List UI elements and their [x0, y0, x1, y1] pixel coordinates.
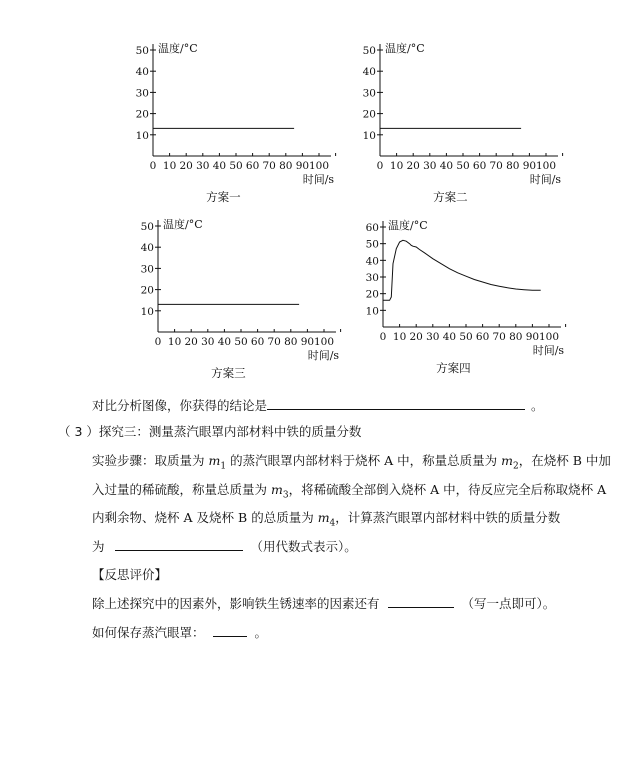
- chart-title: 方案二: [433, 190, 468, 204]
- step1-b: 的蒸汽眼罩内部材料于烧杯: [230, 453, 381, 468]
- x-tick-label: 70: [489, 160, 503, 172]
- x-tick-label: 80: [506, 160, 520, 172]
- x-tick-label: 90: [300, 336, 315, 348]
- x-tick-label: 60: [245, 160, 260, 172]
- x-tick-label: 40: [217, 336, 232, 348]
- x-tick-label: 20: [406, 160, 420, 172]
- y-axis-label: 温度/°C: [158, 42, 198, 55]
- x-tick-label: 50: [234, 336, 248, 348]
- x-tick-label: 50: [456, 160, 470, 172]
- factor-line: [92, 595, 555, 612]
- x-tick-label: 30: [426, 331, 440, 343]
- y-tick-label: 30: [140, 263, 154, 276]
- x-tick-label: 50: [459, 331, 473, 343]
- factor-suffix: （写一点即可）。: [461, 596, 556, 611]
- cup-b-label: B: [572, 453, 582, 468]
- step-line-4: [92, 538, 357, 555]
- m3-symbol: $m_3$: [271, 482, 289, 501]
- y-tick-label: 50: [140, 221, 154, 233]
- x-tick-label: 40: [439, 160, 454, 172]
- x-tick-label: 70: [492, 331, 506, 343]
- y-axis-label: 温度/°C: [385, 42, 425, 55]
- x-tick-label: 100: [308, 160, 330, 172]
- step4-b: （用代数式表示）。: [250, 539, 357, 554]
- m1-symbol: $m_1$: [208, 453, 227, 472]
- x-tick-label: 70: [262, 160, 276, 172]
- x-tick-label: 100: [313, 336, 335, 348]
- x-tick-label: 90: [525, 331, 540, 343]
- x-axis-label: 时间/s: [529, 173, 562, 186]
- y-tick-label: 60: [365, 222, 379, 234]
- x-axis-label: 时间/s: [302, 173, 335, 186]
- m2-symbol: $m_2$: [501, 453, 519, 472]
- y-tick-label: 10: [140, 305, 154, 318]
- step3-d: ，计算蒸汽眼罩内部材料中铁的质量分数: [335, 510, 561, 525]
- reflection-title: 【反思评价】: [92, 567, 168, 582]
- q3-title: 探究三：测量蒸汽眼罩内部材料中铁的质量分数: [98, 424, 362, 439]
- step4-a: 为: [92, 539, 105, 554]
- y-tick-label: 20: [365, 288, 379, 301]
- y-tick-label: 30: [362, 87, 376, 100]
- y-tick-label: 20: [140, 284, 154, 297]
- y-tick-label: 30: [135, 87, 149, 100]
- y-tick-label: 40: [140, 242, 154, 255]
- step1-e: 中加: [585, 453, 611, 468]
- x-tick-label: 0: [376, 160, 384, 172]
- x-tick-label: 80: [284, 336, 298, 348]
- y-tick-label: 40: [365, 255, 379, 268]
- step-line-1: [92, 453, 611, 475]
- x-tick-label: 40: [212, 160, 227, 172]
- step2-c: 中，待反应完全后称取烧杯: [443, 482, 594, 497]
- step2-b: ，将稀硫酸全部倒入烧杯: [288, 482, 427, 497]
- y-tick-label: 20: [135, 108, 149, 121]
- chart-scheme-4: [355, 219, 580, 397]
- x-tick-label: 70: [267, 336, 281, 348]
- x-tick-label: 10: [167, 336, 182, 348]
- cup-b-label-2: B: [238, 510, 248, 525]
- storage-line: [92, 624, 267, 641]
- step2-a: 入过量的稀硫酸，称量总质量为: [92, 482, 268, 497]
- y-tick-label: 40: [135, 66, 149, 79]
- x-tick-label: 0: [154, 336, 162, 348]
- x-tick-label: 90: [295, 160, 310, 172]
- storage-blank[interactable]: [213, 624, 247, 637]
- x-axis-label: 时间/s: [532, 344, 565, 357]
- step1-c: 中，称量总质量为: [397, 453, 498, 468]
- chart-title: 方案一: [206, 190, 241, 204]
- cup-a-label-4: A: [183, 510, 193, 525]
- cup-a-label: A: [384, 453, 394, 468]
- x-tick-label: 10: [162, 160, 177, 172]
- factor-blank[interactable]: [388, 595, 454, 608]
- series-line: [383, 240, 541, 300]
- x-axis-label: 时间/s: [307, 349, 340, 362]
- x-tick-label: 10: [392, 331, 407, 343]
- x-tick-label: 20: [179, 160, 193, 172]
- m4-symbol: $m_4$: [317, 510, 336, 529]
- x-tick-label: 60: [472, 160, 487, 172]
- x-tick-label: 0: [149, 160, 157, 172]
- y-tick-label: 10: [135, 129, 149, 142]
- q3-heading: [58, 424, 361, 440]
- chart-scheme-3: [130, 218, 352, 395]
- x-tick-label: 60: [250, 336, 265, 348]
- x-tick-label: 20: [409, 331, 423, 343]
- storage-prefix: 如何保存蒸汽眼罩：: [92, 625, 205, 640]
- cup-a-label-2: A: [430, 482, 440, 497]
- x-tick-label: 80: [279, 160, 293, 172]
- x-tick-label: 90: [522, 160, 537, 172]
- conclusion-blank[interactable]: [267, 397, 525, 410]
- conclusion-prefix: 对比分析图像，你获得的结论是: [92, 398, 268, 413]
- x-tick-label: 80: [509, 331, 523, 343]
- x-tick-label: 40: [442, 331, 457, 343]
- factor-prefix: 除上述探究中的因素外，影响铁生锈速率的因素还有: [92, 596, 380, 611]
- x-tick-label: 30: [196, 160, 210, 172]
- q3-number: （ 3 ）: [58, 424, 99, 439]
- y-axis-label: 温度/°C: [163, 218, 203, 231]
- x-tick-label: 10: [389, 160, 404, 172]
- x-tick-label: 60: [475, 331, 490, 343]
- conclusion-line: [92, 397, 544, 414]
- conclusion-suffix: 。: [531, 398, 544, 413]
- x-tick-label: 30: [201, 336, 215, 348]
- y-tick-label: 10: [362, 129, 376, 142]
- chart-scheme-1: [125, 38, 345, 210]
- y-tick-label: 30: [365, 272, 379, 284]
- y-axis-label: 温度/°C: [388, 219, 428, 232]
- y-tick-label: 50: [362, 45, 376, 57]
- step1-d: ，在烧杯: [518, 453, 569, 468]
- cup-a-label-3: A: [597, 482, 607, 497]
- y-tick-label: 20: [362, 108, 376, 121]
- x-tick-label: 100: [535, 160, 557, 172]
- y-tick-label: 50: [365, 238, 379, 251]
- chart-title: 方案三: [211, 366, 246, 380]
- x-tick-label: 100: [538, 331, 560, 343]
- reflection-heading: [92, 567, 167, 583]
- step3-b: 及烧杯: [196, 510, 235, 525]
- x-tick-label: 20: [184, 336, 198, 348]
- x-tick-label: 0: [379, 331, 387, 343]
- step-line-3: [92, 510, 560, 532]
- y-tick-label: 50: [135, 45, 149, 57]
- step1-a: 实验步骤：取质量为: [92, 453, 205, 468]
- y-tick-label: 40: [362, 66, 376, 79]
- mass-fraction-blank[interactable]: [115, 538, 243, 551]
- storage-suffix: 。: [254, 625, 267, 640]
- y-tick-label: 10: [365, 305, 379, 318]
- x-tick-label: 30: [423, 160, 437, 172]
- step-line-2: [92, 482, 606, 504]
- chart-title: 方案四: [436, 361, 471, 375]
- step3-c: 的总质量为: [251, 510, 314, 525]
- chart-scheme-2: [352, 38, 572, 210]
- x-tick-label: 50: [229, 160, 243, 172]
- step3-a: 内剩余物、烧杯: [92, 510, 180, 525]
